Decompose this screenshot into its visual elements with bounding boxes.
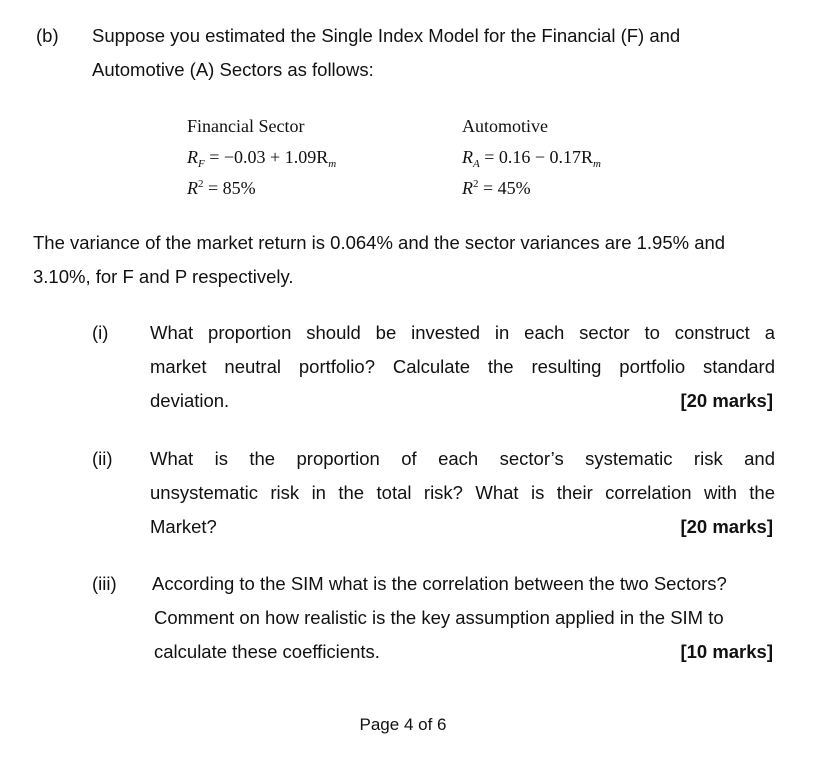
question-3-number: (iii): [92, 573, 117, 594]
automotive-model-r-squared: [462, 178, 531, 199]
question-2-line-3: Market?: [150, 516, 217, 537]
automotive-model-title: Automotive: [462, 116, 548, 136]
automotive-r2-rhs: = 45%: [483, 178, 531, 198]
financial-model-title: Financial Sector: [187, 116, 305, 136]
automotive-eq-lhs: R: [462, 147, 473, 167]
financial-r2-rhs: = 85%: [208, 178, 256, 198]
automotive-model-equation: [462, 147, 601, 170]
question-3-line-3: calculate these coefficients.: [154, 641, 380, 662]
financial-eq-rhs-sub: m: [328, 158, 337, 170]
automotive-eq-rhs: = 0.16 − 0.17R: [484, 147, 594, 167]
financial-model-equation: [187, 147, 336, 170]
question-3-marks: [10 marks]: [680, 641, 773, 662]
question-1-marks: [20 marks]: [680, 390, 773, 411]
automotive-r2-sup: 2: [473, 178, 479, 190]
question-3-line-1: According to the SIM what is the correlation between the two Sectors?: [152, 573, 727, 594]
variance-line-1: The variance of the market return is 0.064% and the sector variances are 1.95% and: [33, 232, 726, 253]
question-2-line-1: What is the proportion of each sector’s systematic risk and: [150, 448, 775, 469]
intro-line-2: Automotive (A) Sectors as follows:: [92, 59, 374, 80]
question-2-marks: [20 marks]: [680, 516, 773, 537]
question-2-line-2: unsystematic risk in the total risk? What is their correlation with the: [150, 482, 775, 503]
financial-eq-rhs: = −0.03 + 1.09R: [209, 147, 329, 167]
question-2-number: (ii): [92, 448, 113, 469]
financial-eq-lhs-sub: F: [198, 158, 205, 170]
financial-model-r-squared: [187, 178, 256, 199]
financial-r2-sup: 2: [198, 178, 204, 190]
page-number: Page 4 of 6: [359, 715, 447, 734]
automotive-r2-lhs: R: [462, 178, 473, 198]
question-1-number: (i): [92, 322, 109, 343]
question-1-line-3: deviation.: [150, 390, 230, 411]
part-label: (b): [36, 25, 59, 46]
financial-r2-lhs: R: [187, 178, 198, 198]
question-3-line-2: Comment on how realistic is the key assumption applied in the SIM to: [154, 607, 724, 628]
question-1-line-2: market neutral portfolio? Calculate the resulting portfolio standard: [150, 356, 775, 377]
intro-line-1: Suppose you estimated the Single Index Model for the Financial (F) and: [92, 25, 681, 46]
automotive-eq-rhs-sub: m: [593, 158, 601, 170]
question-1-line-1: What proportion should be invested in each sector to construct a: [150, 322, 775, 343]
variance-line-2: 3.10%, for F and P respectively.: [33, 266, 294, 287]
financial-eq-lhs: R: [187, 147, 198, 167]
automotive-eq-lhs-sub: A: [473, 158, 480, 170]
